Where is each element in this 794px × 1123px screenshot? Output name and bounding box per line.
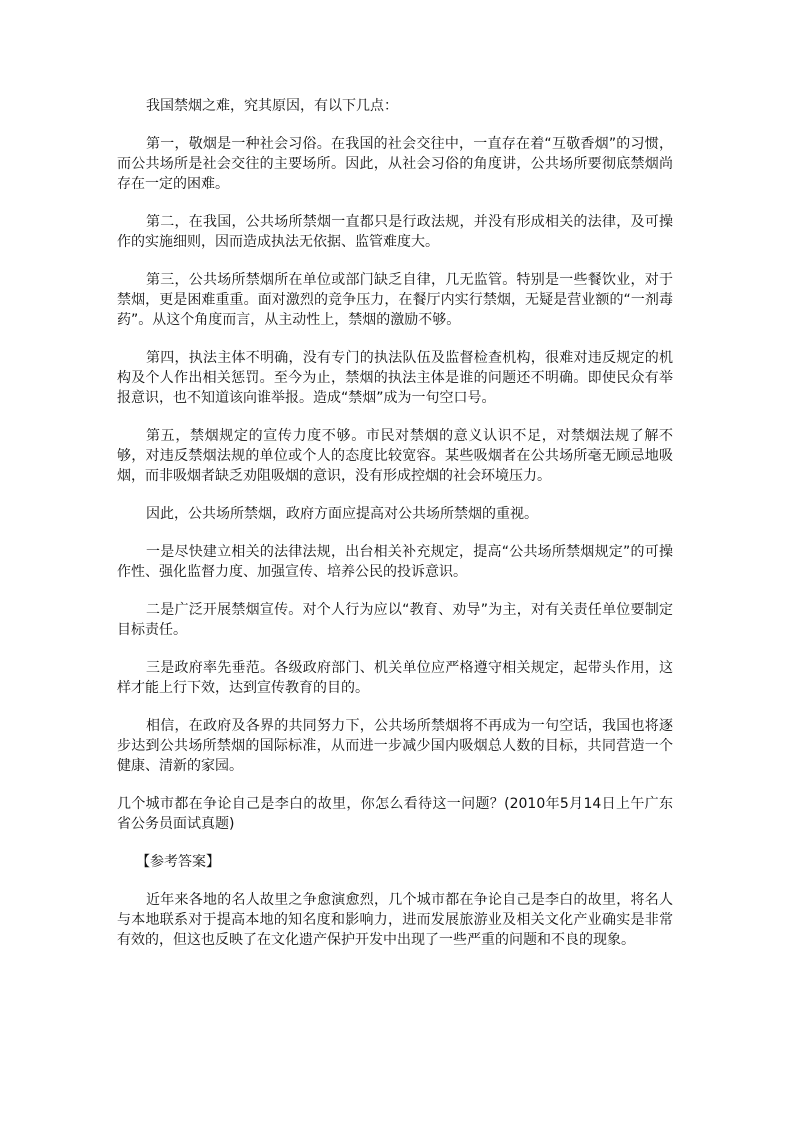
point-three-paragraph: 第三，公共场所禁烟所在单位或部门缺乏自律，几无监管。特别是一些餐饮业，对于禁烟，更是困难重重。面对激烈的竞争压力，在餐厅内实行禁烟，无疑是营业额的“一剂毒药”。从这个角度而言，从主动性上，禁烟的激励不够。 [117,272,673,328]
measure-one-paragraph: 一是尽快建立相关的法律法规，出台相关补充规定，提高“公共场所禁烟规定”的可操作性、强化监督力度、加强宣传、培养公民的投诉意识。 [117,544,673,580]
document-page [117,96,673,968]
measure-two-paragraph: 二是广泛开展禁烟宣传。对个人行为应以“教育、劝导”为主，对有关责任单位要制定目标责任。 [117,602,673,638]
conclusion-paragraph: 因此，公共场所禁烟，政府方面应提高对公共场所禁烟的重视。 [146,506,538,522]
answer-label: 【参考答案】 [136,854,220,870]
measure-three-paragraph: 三是政府率先垂范。各级政府部门、机关单位应严格遵守相关规定，起带头作用，这样才能上行下效，达到宣传教育的目的。 [117,660,673,696]
intro-paragraph: 我国禁烟之难，究其原因，有以下几点： [146,98,398,114]
point-two-paragraph: 第二，在我国，公共场所禁烟一直都只是行政法规，并没有形成相关的法律，及可操作的实施细则，因而造成执法无依据、监管难度大。 [117,214,673,250]
point-four-paragraph: 第四，执法主体不明确，没有专门的执法队伍及监督检查机构，很难对违反规定的机构及个人作出相关惩罚。至今为止，禁烟的执法主体是谁的问题还不明确。即使民众有举报意识，也不知道该向谁举报。造成“禁烟”成为一句空口号。 [117,350,673,406]
question-paragraph: 几个城市都在争论自己是李白的故里，你怎么看待这一问题？(2010年5月14日上午广东省公务员面试真题) [117,796,673,832]
closing-paragraph: 相信，在政府及各界的共同努力下，公共场所禁烟将不再成为一句空话，我国也将逐步达到公共场所禁烟的国际标准，从而进一步减少国内吸烟总人数的目标，共同营造一个健康、清新的家园。 [117,718,673,774]
answer-paragraph: 近年来各地的名人故里之争愈演愈烈，几个城市都在争论自己是李白的故里，将名人与本地联系对于提高本地的知名度和影响力，进而发展旅游业及相关文化产业确实是非常有效的，但这也反映了在文化遗产保护开发中出现了一些严重的问题和不良的现象。 [117,892,673,948]
point-one-paragraph: 第一，敬烟是一种社会习俗。在我国的社会交往中，一直存在着“互敬香烟”的习惯，而公共场所是社会交往的主要场所。因此，从社会习俗的角度讲，公共场所要彻底禁烟尚存在一定的困难。 [117,136,673,192]
point-five-paragraph: 第五，禁烟规定的宣传力度不够。市民对禁烟的意义认识不足，对禁烟法规了解不够，对违反禁烟法规的单位或个人的态度比较宽容。某些吸烟者在公共场所毫无顾忌地吸烟，而非吸烟者缺乏劝阻吸烟的意识，没有形成控烟的社会环境压力。 [117,428,673,484]
